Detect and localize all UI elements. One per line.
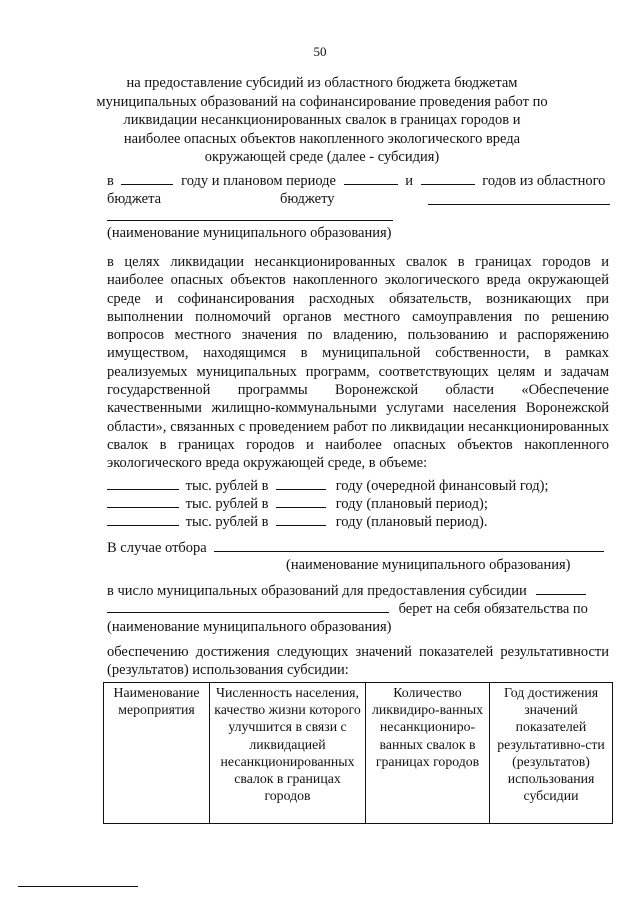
budget-label-2: бюджету — [280, 191, 335, 207]
main-paragraph-text: в целях ликвидации несанкционированных свалок в границах городов и наиболее опасных объектов накопленного экологического вреда окружающей среде и софинансирования расходных обязательств, возникающих при выполнении полномочий органов местного самоуправления по решению вопросов местного значения по владению, пользованию и распоряжению имуществом, находящимся в муниципальной собственности, в рамках реализуемых муниципальных программ, соответствующих целям и задачам государственной программы Воронежской области «Обеспечение качественными жилищно-коммунальными услугами населения Воронежской области», связанных с проведением работ по ликвидации несанкционированных свалок в границах городов и наиболее опасных объектов накопленного экологического вреда окружающей среде, в объеме: — [107, 254, 609, 472]
table-header-row — [104, 683, 613, 824]
selection-row — [107, 539, 604, 557]
ensuring-paragraph — [107, 643, 609, 680]
amount-suffix-2: году (плановый период); — [335, 496, 488, 512]
obligation-row — [107, 600, 588, 618]
period-and-label: и — [405, 173, 413, 189]
period-in-label: в — [107, 173, 114, 189]
inclusion-text: в число муниципальных образований для предоставления субсидии — [107, 583, 527, 599]
amount-year-blank-1 — [276, 477, 326, 490]
document-heading: на предоставление субсидий из областного бюджета бюджетам муниципальных образований на софинансирование проведения работ по ликвидации несанкционированных свалок в границах городов и наиболее опасных объектов накопленного экологического вреда окружающей среде (далее - субсидия) — [96, 75, 548, 165]
amount-year-blank-3 — [276, 513, 326, 526]
amount-unit-3: тыс. рублей в — [185, 514, 269, 530]
amount-blank-1 — [107, 477, 179, 490]
amount-unit-2: тыс. рублей в — [185, 496, 269, 512]
period-years-label: годов из областного — [482, 173, 606, 189]
period-year-plan-label: году и плановом периоде — [181, 173, 336, 189]
amount-row-3 — [107, 513, 487, 531]
amount-suffix-3: году (плановый период). — [335, 514, 488, 530]
table-header-cell: Наименование мероприятия — [104, 683, 210, 824]
year-blank-3 — [421, 172, 475, 185]
period-row — [107, 172, 605, 190]
municipality-caption-3: (наименование муниципального образования) — [107, 619, 392, 635]
recipient-blank — [428, 204, 610, 205]
year-blank-1 — [121, 172, 173, 185]
obligation-blank — [107, 600, 389, 613]
year-blank-2 — [344, 172, 398, 185]
amount-blank-2 — [107, 495, 179, 508]
municipality-blank-1 — [107, 220, 393, 221]
selection-blank — [214, 539, 604, 552]
main-paragraph — [107, 253, 609, 473]
indicators-table — [103, 682, 613, 824]
table-header-cell: Численность населения, качество жизни которого улучшится в связи с ликвидацией несанкционированных свалок в границах городов — [210, 683, 366, 824]
budget-label-1: бюджета — [107, 191, 162, 207]
amount-suffix-1: году (очередной финансовый год); — [335, 478, 549, 494]
amount-blank-3 — [107, 513, 179, 526]
obligation-text: берет на себя обязательства по — [398, 601, 588, 617]
table-header-cell: Количество ликвидиро-ванных несанкциониро-ванных свалок в границах городов — [366, 683, 490, 824]
amount-row-1 — [107, 477, 548, 495]
table-header-cell: Год достижения значений показателей результативно-сти (результатов) использования субсидии — [490, 683, 613, 824]
amount-year-blank-2 — [276, 495, 326, 508]
ensuring-paragraph-text: обеспечению достижения следующих значений показателей результативности (результатов) использования субсидии: — [107, 644, 609, 679]
selection-label: В случае отбора — [107, 540, 207, 556]
inclusion-row — [107, 582, 586, 600]
municipality-caption-1: (наименование муниципального образования) — [107, 225, 392, 241]
footnote-separator — [18, 886, 138, 887]
page-number: 50 — [313, 44, 327, 59]
inclusion-blank — [536, 582, 586, 595]
municipality-caption-2: (наименование муниципального образования) — [286, 557, 571, 573]
amount-unit-1: тыс. рублей в — [185, 478, 269, 494]
amount-row-2 — [107, 495, 488, 513]
